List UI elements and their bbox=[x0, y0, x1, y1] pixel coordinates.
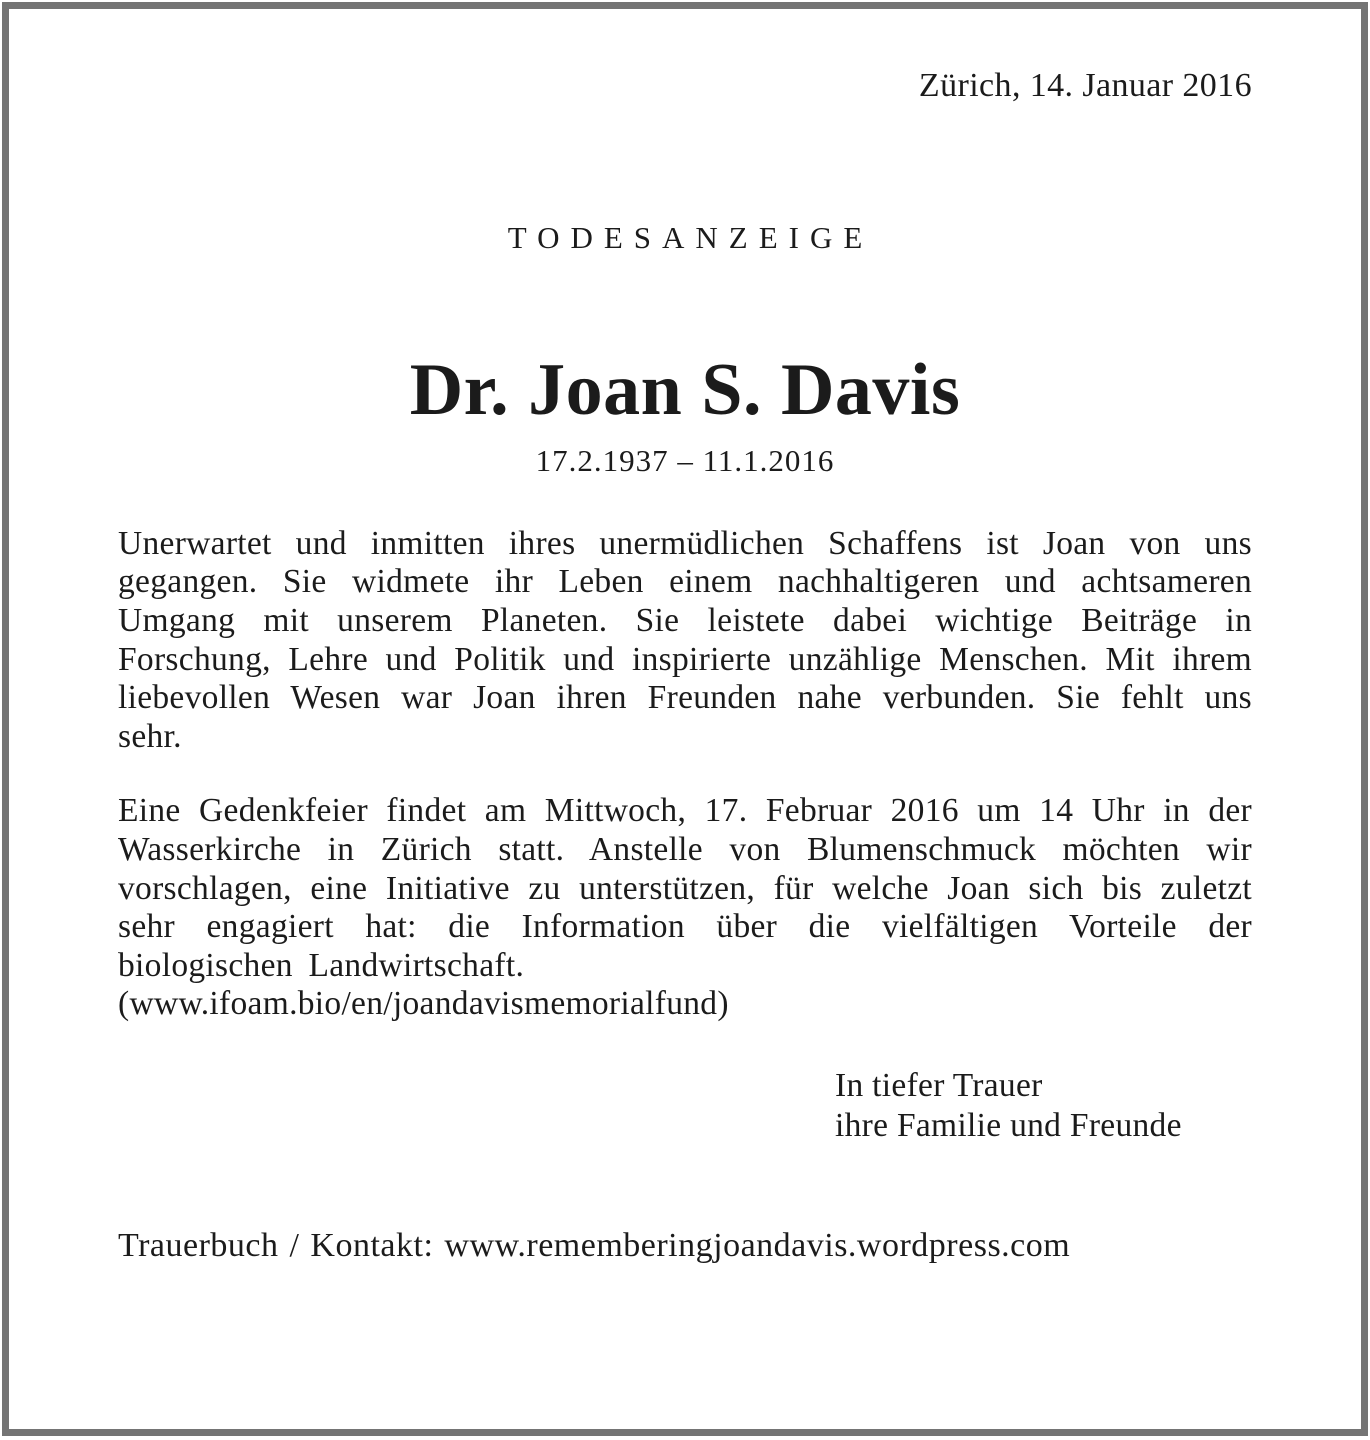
notice-type-heading: TODESANZEIGE bbox=[507, 219, 874, 255]
dateline: Zürich, 14. Januar 2016 bbox=[918, 67, 1252, 104]
memorial-fund-url: (www.ifoam.bio/en/joandavismemorialfund) bbox=[118, 985, 729, 1023]
deceased-name: Dr. Joan S. Davis bbox=[409, 348, 961, 431]
closing-signature bbox=[118, 1066, 1252, 1146]
contact-line: Trauerbuch / Kontakt: www.rememberingjoandavis.wordpress.com bbox=[118, 1226, 1071, 1264]
memorial-service-paragraph: Eine Gedenkfeier findet am Mittwoch, 17. Februar 2016 um 14 Uhr in der Wasserkirche in Zürich statt. Anstelle von Blumenschmuck möchten wir vorschlagen, eine Initiative zu unterstützen, für welche Joan sich bis zuletzt sehr engagiert hat: die Information über die vielfältigen Vorteile der biologischen Landwirtschaft. bbox=[118, 792, 1252, 984]
obituary-paragraph: Unerwartet und inmitten ihres unermüdlichen Schaffens ist Joan von uns gegangen. Sie widmete ihr Leben einem nachhaltigeren und achtsameren Umgang mit unserem Planeten. Sie leistete dabei wichtige Beiträge in Forschung, Lehre und Politik und inspirierte unzählige Menschen. Mit ihrem liebevollen Wesen war Joan ihren Freunden nahe verbunden. Sie fehlt uns sehr. bbox=[118, 524, 1252, 755]
death-notice-page bbox=[2, 2, 1368, 1436]
closing-line-1: In tiefer Trauer bbox=[835, 1066, 1043, 1104]
lifespan-dates: 17.2.1937 – 11.1.2016 bbox=[535, 442, 835, 478]
closing-line-2: ihre Familie und Freunde bbox=[835, 1106, 1182, 1144]
memorial-service-block bbox=[118, 792, 1252, 1024]
